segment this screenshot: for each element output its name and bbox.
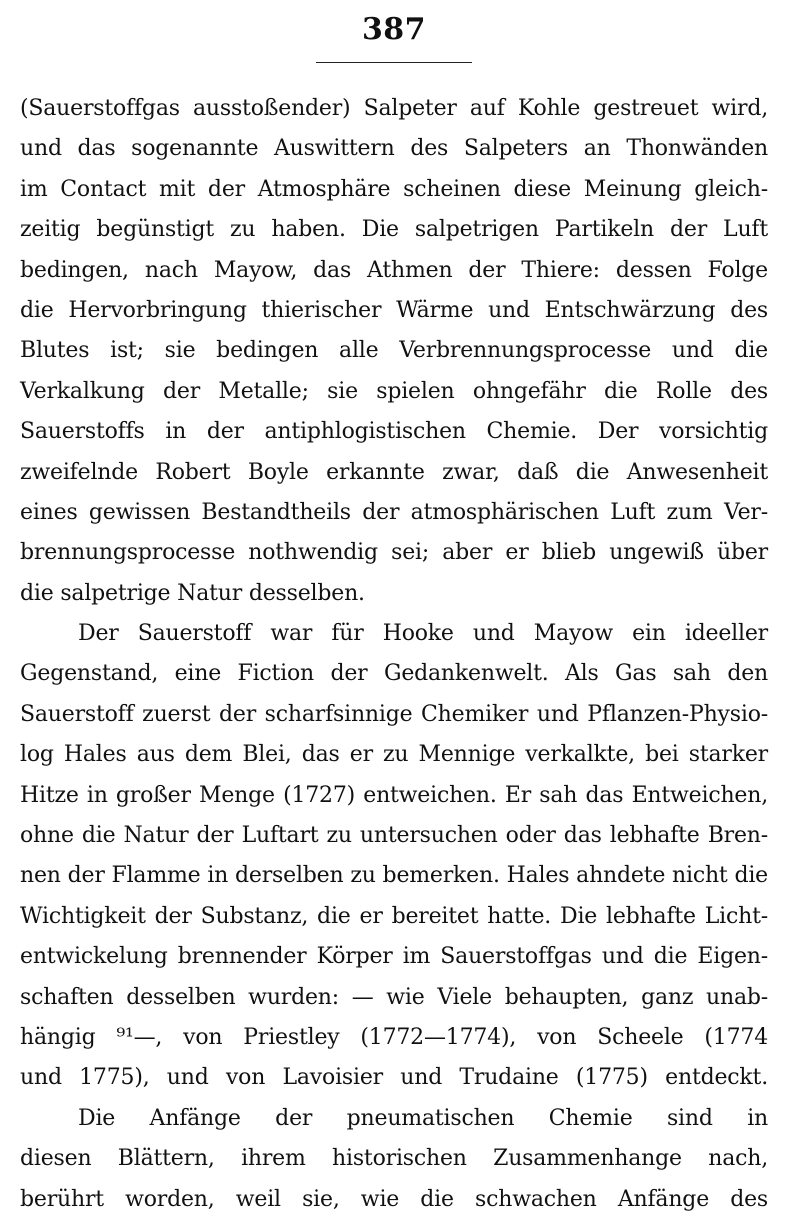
text-line: nen der Flamme in derselben zu bemerken. Hales ahndete nicht die [20, 863, 768, 889]
text-line: ohne die Natur der Luftart zu untersuchen oder das lebhafte Bren- [20, 823, 768, 849]
text-line: Sauerstoff zuerst der scharfsinnige Chemiker und Pflanzen-Physio- [20, 701, 768, 727]
text-line: berührt worden, weil sie, wie die schwachen Anfänge des [20, 1186, 768, 1212]
text-line: entwickelung brennender Körper im Sauerstoffgas und die Eigen- [20, 944, 768, 970]
text-line: eines gewissen Bestandtheils der atmosphärischen Luft zum Ver- [20, 499, 768, 525]
text-line: Gegenstand, eine Fiction der Gedankenwelt. Als Gas sah den [20, 661, 768, 687]
text-line: Hitze in großer Menge (1727) entweichen. Er sah das Entweichen, [20, 782, 768, 808]
text-line: zweifelnde Robert Boyle erkannte zwar, daß die Anwesenheit [20, 459, 768, 485]
page-number: 387 [361, 12, 427, 47]
text-line: bedingen, nach Mayow, das Athmen der Thiere: dessen Folge [20, 257, 768, 283]
text-line: log Hales aus dem Blei, das er zu Mennige verkalkte, bei starker [20, 742, 768, 768]
text-line: Blutes ist; sie bedingen alle Verbrennungsprocesse und die [20, 338, 768, 364]
text-line: Wichtigkeit der Substanz, die er bereitet hatte. Die lebhafte Licht- [20, 903, 768, 929]
text-line: zeitig begünstigt zu haben. Die salpetrigen Partikeln der Luft [20, 217, 768, 243]
text-line: Verkalkung der Metalle; sie spielen ohngefähr die Rolle des [20, 378, 768, 404]
text-line: hängig ⁹¹—, von Priestley (1772—1774), von Scheele (1774 [20, 1024, 768, 1050]
text-line: und das sogenannte Auswittern des Salpeters an Thonwänden [20, 136, 768, 162]
text-line: die Hervorbringung thierischer Wärme und Entschwärzung des [20, 297, 768, 323]
text-line: im Contact mit der Atmosphäre scheinen diese Meinung gleich- [20, 176, 768, 202]
text-line: schaften desselben wurden: — wie Viele behaupten, ganz unab- [20, 984, 768, 1010]
text-line: diesen Blättern, ihrem historischen Zusammenhange nach, [20, 1146, 768, 1172]
text-line: Sauerstoffs in der antiphlogistischen Chemie. Der vorsichtig [20, 419, 768, 445]
paragraph-end-line: und 1775), und von Lavoisier und Trudaine (1775) entdeckt. [20, 1065, 768, 1091]
header-rule [316, 62, 472, 63]
body-text [20, 89, 768, 1220]
paragraph-start-line: Die Anfänge der pneumatischen Chemie sind in [78, 1105, 768, 1131]
text-line: brennungsprocesse nothwendig sei; aber er blieb ungewiß über [20, 540, 768, 566]
text-line: (Sauerstoffgas ausstoßender) Salpeter auf Kohle gestreuet wird, [20, 96, 768, 121]
paragraph-end-line: die salpetrige Natur desselben. [20, 580, 365, 606]
paragraph-start-line: Der Sauerstoff war für Hooke und Mayow ein ideeller [78, 621, 768, 647]
